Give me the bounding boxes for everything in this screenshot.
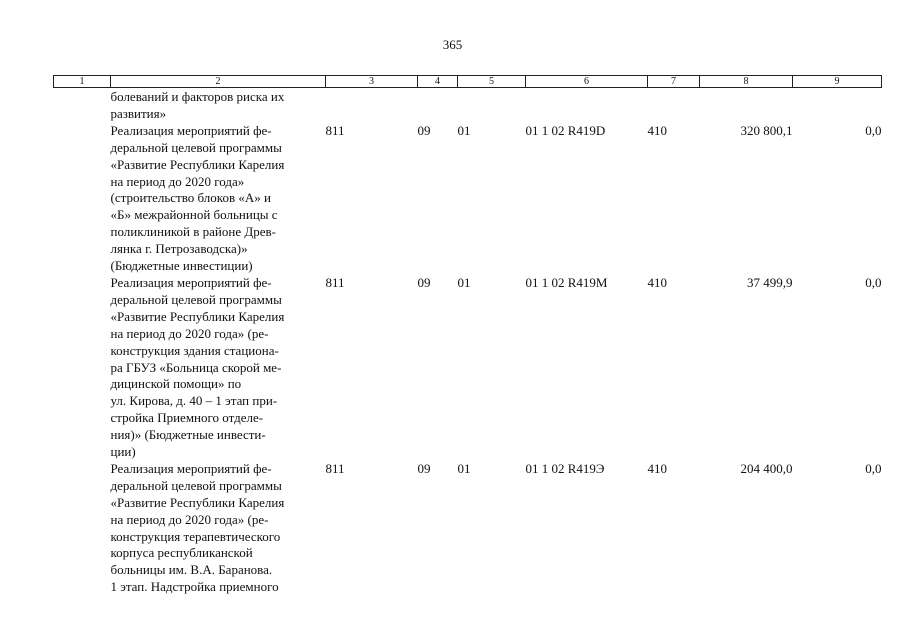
row-amount: 37 499,9	[747, 274, 793, 290]
row-ministry-code: 811	[325, 122, 345, 138]
row-section-code	[418, 88, 458, 123]
row-name: Реализация мероприятий фе- деральной целевой программы «Развитие Республики Карелия на период до 2020 года» (ре- конструкция терапевтического корпуса республиканской больницы им. В.А. Баранова. 1 этап. Надстройка приемного	[110, 460, 285, 595]
row-expense-type: 410	[647, 122, 667, 138]
row-target-article: 01 1 02 R419D	[525, 122, 606, 138]
row-amount-federal	[793, 88, 882, 123]
column-header-7: 7	[648, 76, 700, 88]
row-col-1	[54, 275, 111, 461]
row-col-1	[54, 123, 111, 275]
column-header-row	[54, 76, 882, 88]
page-number: 365	[442, 37, 463, 52]
row-amount: 320 800,1	[740, 122, 793, 138]
column-header-2: 2	[111, 76, 326, 88]
row-amount-federal: 0,0	[865, 122, 882, 138]
row-col-1	[54, 461, 111, 596]
column-header-4: 4	[418, 76, 458, 88]
row-ministry-code	[326, 88, 418, 123]
row-expense-type: 410	[647, 460, 667, 476]
row-name: Реализация мероприятий фе- деральной целевой программы «Развитие Республики Карелия на период до 2020 года» (строительство блоков «А» и «Б» межрайонной больницы с поликлиникой в районе Древ- лянка г. Петрозаводска)» (Бюджетные инвестиции)	[110, 122, 285, 274]
budget-table	[53, 75, 882, 596]
column-header-5: 5	[458, 76, 526, 88]
row-subsection-code: 01	[457, 274, 471, 290]
row-amount: 204 400,0	[740, 460, 793, 476]
row-expense-type: 410	[647, 274, 667, 290]
table-row	[54, 275, 882, 461]
row-amount-federal: 0,0	[865, 274, 882, 290]
row-col-1	[54, 88, 111, 123]
column-header-8: 8	[700, 76, 793, 88]
row-ministry-code: 811	[325, 274, 345, 290]
row-expense-type	[648, 88, 700, 123]
row-ministry-code: 811	[325, 460, 345, 476]
row-section-code: 09	[417, 274, 431, 290]
row-subsection-code	[458, 88, 526, 123]
row-target-article: 01 1 02 R419Э	[525, 460, 605, 476]
column-header-9: 9	[793, 76, 882, 88]
column-header-1: 1	[54, 76, 111, 88]
row-target-article	[526, 88, 648, 123]
row-amount	[700, 88, 793, 123]
row-target-article: 01 1 02 R419M	[525, 274, 608, 290]
row-section-code: 09	[417, 122, 431, 138]
table-row	[54, 123, 882, 275]
column-header-3: 3	[326, 76, 418, 88]
row-name: Реализация мероприятий фе- деральной целевой программы «Развитие Республики Карелия на период до 2020 года» (ре- конструкция здания стациона- ра ГБУЗ «Больница скорой ме- дицинской помощи» по ул. Кирова, д. 40 – 1 этап при- стройка Приемного отделе- ния)» (Бюджетные инвести- ции)	[110, 274, 285, 460]
row-subsection-code: 01	[457, 122, 471, 138]
row-section-code: 09	[417, 460, 431, 476]
row-amount-federal: 0,0	[865, 460, 882, 476]
column-header-6: 6	[526, 76, 648, 88]
row-subsection-code: 01	[457, 460, 471, 476]
table-row	[54, 461, 882, 596]
table-row	[54, 88, 882, 123]
row-name: болеваний и факторов риска их развития»	[110, 89, 285, 121]
